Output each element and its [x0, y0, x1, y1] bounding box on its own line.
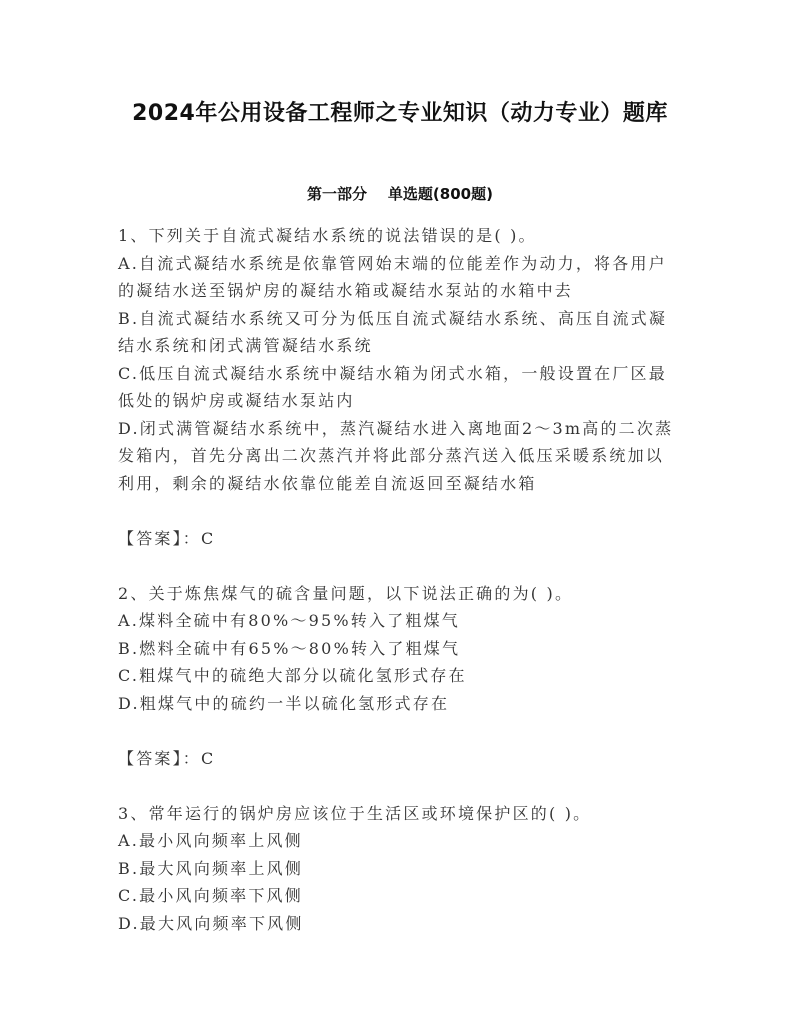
- spacer: [118, 552, 688, 580]
- option-line: C.最小风向频率下风侧: [118, 886, 303, 905]
- question-stem: 1、下列关于自流式凝结水系统的说法错误的是( )。: [118, 226, 537, 245]
- option-line: D.最大风向频率下风侧: [118, 913, 304, 933]
- question-1: [118, 222, 688, 580]
- option-line: C.粗煤气中的硫绝大部分以硫化氢形式存在: [118, 666, 467, 685]
- option-line: A.自流式凝结水系统是依靠管网始末端的位能差作为动力，将各用户: [118, 253, 667, 273]
- option-line: 发箱内，首先分离出二次蒸汽并将此部分蒸汽送入低压采暖系统加以: [118, 446, 665, 465]
- option-line: C.低压自流式凝结水系统中凝结水箱为闭式水箱，一般设置在厂区最: [118, 363, 667, 383]
- option-line: 低处的锅炉房或凝结水泵站内: [118, 391, 355, 410]
- section-heading: 第一部分 单选题(800题): [307, 185, 493, 203]
- answer-label: 【答案】：C: [118, 528, 216, 548]
- document-title: 2024年公用设备工程师之专业知识（动力专业）题库: [132, 101, 668, 126]
- option-line: D.闭式满管凝结水系统中，蒸汽凝结水进入离地面2～3m高的二次蒸: [118, 418, 674, 438]
- option-line: 的凝结水送至锅炉房的凝结水箱或凝结水泵站的水箱中去: [118, 281, 574, 300]
- spacer: [118, 772, 688, 800]
- option-line: B.自流式凝结水系统又可分为低压自流式凝结水系统、高压自流式凝: [118, 308, 668, 328]
- option-line: B.燃料全硫中有65%～80%转入了粗煤气: [118, 638, 461, 658]
- answer-label: 【答案】：C: [118, 748, 216, 768]
- option-line: A.最小风向频率上风侧: [118, 831, 303, 850]
- option-line: A.煤料全硫中有80%～95%转入了粗煤气: [118, 611, 460, 630]
- option-line: D.粗煤气中的硫约一半以硫化氢形式存在: [118, 693, 450, 713]
- question-list: [118, 222, 688, 937]
- question-3: [118, 800, 688, 938]
- option-line: B.最大风向频率上风侧: [118, 858, 304, 878]
- option-line: 结水系统和闭式满管凝结水系统: [118, 336, 373, 355]
- question-stem: 3、常年运行的锅炉房应该位于生活区或环境保护区的( )。: [118, 803, 592, 823]
- option-line: 利用，剩余的凝结水依靠位能差自流返回至凝结水箱: [118, 473, 537, 493]
- question-stem: 2、关于炼焦煤气的硫含量问题，以下说法正确的为( )。: [118, 583, 574, 603]
- spacer: [118, 717, 688, 745]
- question-2: [118, 580, 688, 800]
- spacer: [118, 497, 688, 525]
